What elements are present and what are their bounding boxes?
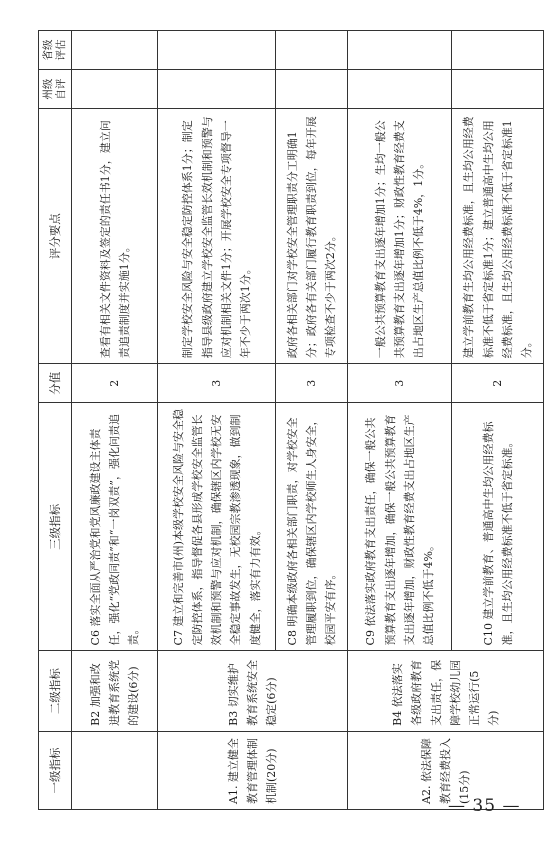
cell-level1: A2. 依法保障教育经费投入(15分) (348, 731, 544, 809)
header-level3: 三级指标 (39, 403, 72, 651)
cell-score: 3 (276, 364, 348, 403)
cell-prov-eval (72, 31, 158, 70)
cell-level2: B3 切实维护教育系统安全稳定(6分) (158, 651, 348, 731)
cell-self-eval (276, 70, 348, 109)
cell-level2: B4 依法落实各级政府教育支出责任，保障学校幼儿园正常运行(5分) (348, 651, 544, 731)
cell-self-eval (158, 70, 276, 109)
cell-points: 一般公共预算教育支出逐年增加1分；生均一般公共预算教育支出逐年增加1分；财政性教育经费支出占地区生产总值比例不低于4%，1分。 (348, 109, 452, 364)
header-level2: 二级指标 (39, 651, 72, 731)
cell-score: 2 (452, 364, 544, 403)
cell-prov-eval (158, 31, 276, 70)
page-number: — 35 — (448, 796, 521, 816)
cell-self-eval (348, 70, 452, 109)
cell-level3: C7 建立和完善市(州)本级学校安全风险与安全稳定防控体系，指导督促各县形成学校安全监管长效机制和预警与应对机制，确保辖区内学校无安全稳定事故发生，无校园宗教渗透现象，做到制度健全，落实有力有效。 (158, 403, 276, 651)
cell-prov-eval (276, 31, 348, 70)
cell-points: 查看有相关文件资料及签定的责任书1分，建立问责追责制度并实施1分。 (72, 109, 158, 364)
cell-level3: C9 依法落实政府教育支出责任，确保一般公共预算教育支出逐年增加，确保一般公共预算教育支出逐年增加，财政性教育经费支出占地区生产总值比例不低于4%。 (348, 403, 452, 651)
cell-score: 3 (158, 364, 276, 403)
evaluation-table-page (38, 30, 538, 810)
cell-self-eval (452, 70, 544, 109)
evaluation-table (38, 30, 544, 810)
cell-level1: A1. 建立健全教育管理体制机制(20分) (158, 731, 348, 809)
cell-prov-eval (348, 31, 452, 70)
cell-level3: C8 明确本级政府各相关部门职责，对学校安全管理履职到位，确保辖区内学校师生人身安全，校园平安有序。 (276, 403, 348, 651)
cell-score: 3 (348, 364, 452, 403)
cell-points: 制定学校安全风险与安全稳定防控体系1分；制定指导县级政府建立学校安全监管长效机制和预警与应对机制相关文件1分；开展学校安全专项督导一年不少于两次1分。 (158, 109, 276, 364)
header-prov-eval: 省级评估 (39, 31, 72, 70)
cell-level2: B2 加强和改进教育系统党的建设(6分) (72, 651, 158, 731)
cell-level3: C10 建立学前教育、普通高中生均公用经费标准，且生均公用经费标准不低于省定标准。 (452, 403, 544, 651)
cell-prov-eval (452, 31, 544, 70)
table-header-row (39, 31, 72, 810)
header-score: 分值 (39, 364, 72, 403)
table-row (348, 31, 452, 810)
cell-points: 建立学前教育生均公用经费标准，且生均公用经费标准不低于省定标准1分；建立普通高中生均公用经费标准，且生均公用经费标准不低于省定标准1分。 (452, 109, 544, 364)
cell-level1 (72, 731, 158, 809)
table-row (158, 31, 276, 810)
cell-points: 政府各相关部门对学校安全管理职责分工明确1分；政府各有关部门履行教育职责到位，每年开展专项检查不少于两次2分。 (276, 109, 348, 364)
table-row (72, 31, 158, 810)
cell-level3: C6 落实全面从严治党和党风廉政建设主体责任，强化“党政同责”和“一岗双责”，强化问责追责。 (72, 403, 158, 651)
cell-self-eval (72, 70, 158, 109)
header-level1: 一级指标 (39, 731, 72, 809)
cell-score: 2 (72, 364, 158, 403)
header-points: 评分要点 (39, 109, 72, 364)
header-self-eval: 州级自评 (39, 70, 72, 109)
